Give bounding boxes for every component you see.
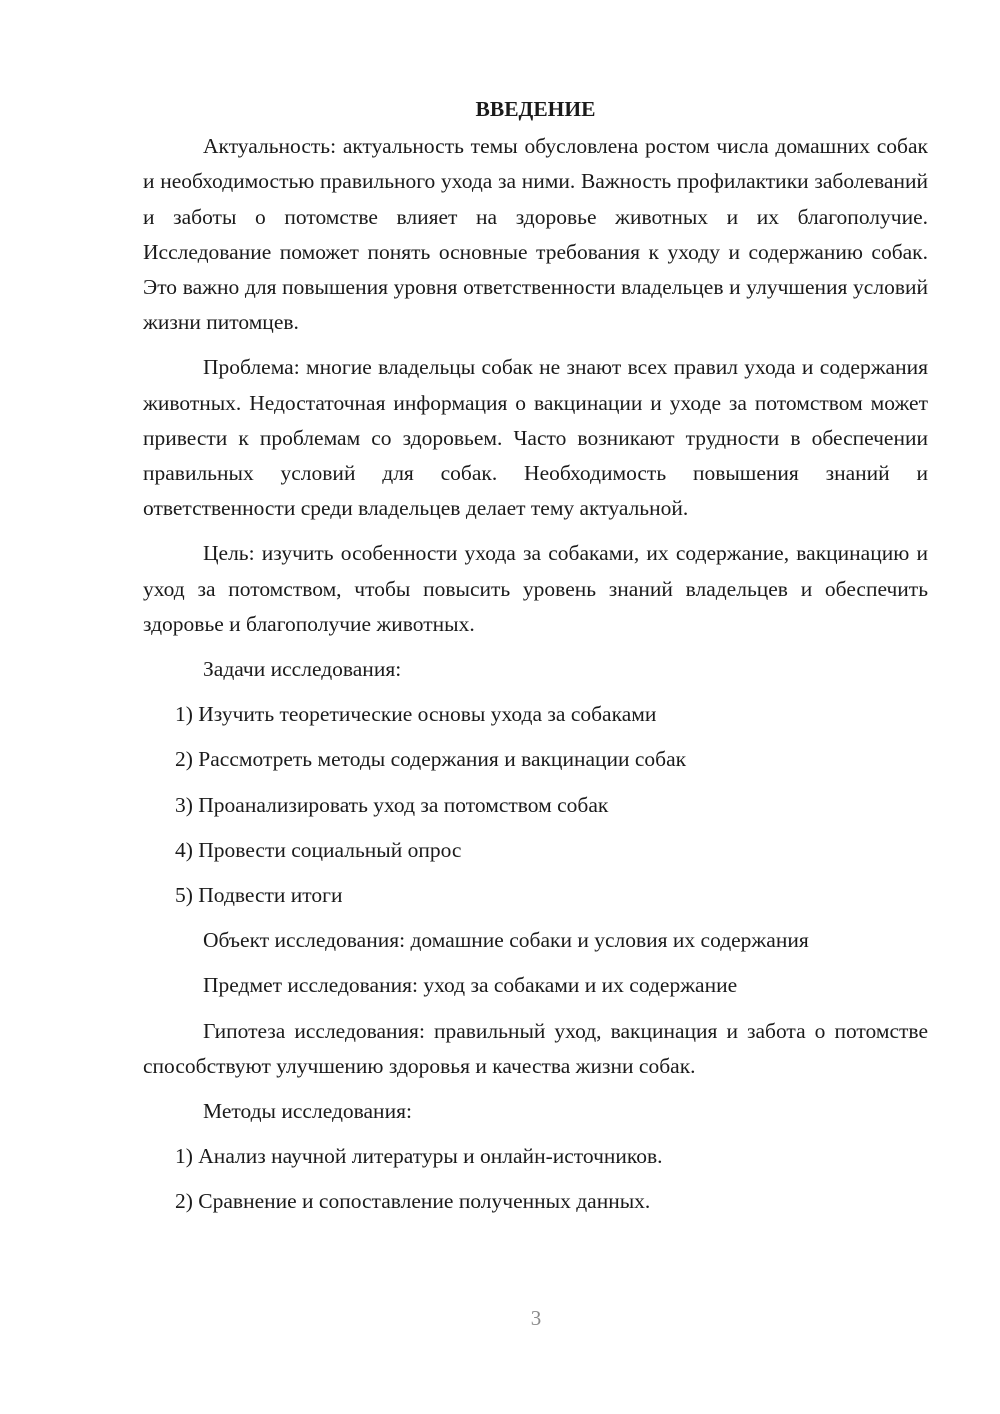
research-object: Объект исследования: домашние собаки и условия их содержания xyxy=(203,928,809,953)
list-item: 2) Сравнение и сопоставление полученных данных. xyxy=(175,1189,651,1214)
list-item: 1) Анализ научной литературы и онлайн-источников. xyxy=(175,1144,663,1169)
page-number: 3 xyxy=(530,1306,542,1330)
list-item: 3) Проанализировать уход за потомством собак xyxy=(175,792,609,817)
paragraph-problem: Проблема: многие владельцы собак не знают всех правил ухода и содержания животных. Недостаточная информация о вакцинации и уходе за потомством может привести к проблемам со здоровьем. Часто возникают трудности в обеспечении правильных условий для собак. Необходимость повышения знаний и ответственности среди владельцев делает тему актуальной. xyxy=(143,355,928,521)
paragraph-goal: Цель: изучить особенности ухода за собаками, их содержание, вакцинацию и уход за потомством, чтобы повысить уровень знаний владельцев и обеспечить здоровье и благополучие животных. xyxy=(143,541,928,636)
paragraph-relevance: Актуальность: актуальность темы обусловлена ростом числа домашних собак и необходимостью правильного ухода за ними. Важность профилактики заболеваний и заботы о потомстве влияет на здоровье животных и их благополучие. Исследование поможет понять основные требования к уходу и содержанию собак. Это важно для повышения уровня ответственности владельцев и улучшения условий жизни питомцев. xyxy=(143,134,928,335)
methods-list xyxy=(143,1139,928,1219)
research-subject: Предмет исследования: уход за собаками и их содержание xyxy=(203,973,738,998)
list-item: 4) Провести социальный опрос xyxy=(175,837,462,862)
section-heading: ВВЕДЕНИЕ xyxy=(475,97,596,121)
methods-label: Методы исследования: xyxy=(203,1099,412,1124)
tasks-label: Задачи исследования: xyxy=(203,657,402,682)
document-page xyxy=(143,92,928,1230)
tasks-list xyxy=(143,697,928,913)
list-item: 1) Изучить теоретические основы ухода за собаками xyxy=(175,702,657,727)
list-item: 2) Рассмотреть методы содержания и вакцинации собак xyxy=(175,747,687,772)
research-hypothesis: Гипотеза исследования: правильный уход, вакцинация и забота о потомстве способствуют улучшению здоровья и качества жизни собак. xyxy=(143,1018,928,1078)
list-item: 5) Подвести итоги xyxy=(175,883,343,908)
